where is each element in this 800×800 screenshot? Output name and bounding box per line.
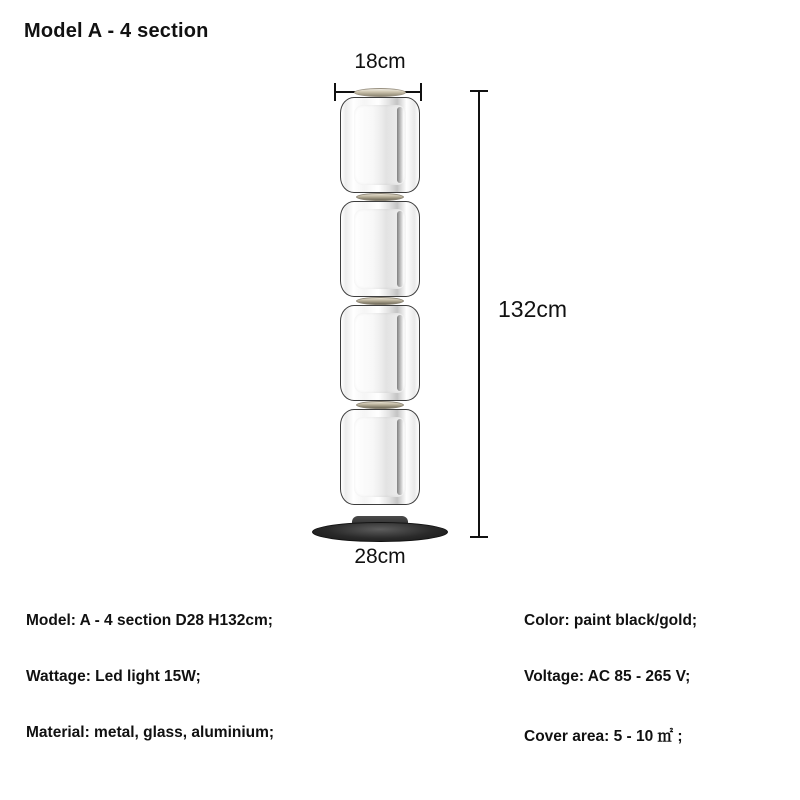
lamp-segment-2 xyxy=(340,201,420,297)
spec-material: Material: metal, glass, aluminium; xyxy=(26,724,275,741)
spec-color: Color: paint black/gold; xyxy=(524,612,698,629)
lamp-joint-3 xyxy=(356,401,404,409)
floor-lamp-illustration xyxy=(340,88,420,538)
height-dimension-label: 132cm xyxy=(498,296,568,322)
spec-row xyxy=(0,724,800,780)
lamp-joint-2 xyxy=(356,297,404,305)
page-title: Model A - 4 section xyxy=(24,20,209,42)
lamp-segment-1 xyxy=(340,97,420,193)
spec-model: Model: A - 4 section D28 H132cm; xyxy=(26,612,273,629)
spec-cover-area: Cover area: 5 - 10 ㎡ ; xyxy=(524,728,683,745)
lamp-base xyxy=(312,522,448,542)
height-dimension-tick-bottom xyxy=(470,536,488,538)
lamp-joint-1 xyxy=(356,193,404,201)
bottom-width-dimension-label: 28cm xyxy=(354,545,406,568)
specifications xyxy=(0,600,800,800)
spec-voltage: Voltage: AC 85 - 265 V; xyxy=(524,668,691,685)
height-dimension-line xyxy=(478,90,480,538)
spec-row xyxy=(0,612,800,668)
spec-wattage: Wattage: Led light 15W; xyxy=(26,668,201,685)
lamp-top-cap xyxy=(354,88,406,97)
top-width-dimension-label: 18cm xyxy=(354,50,406,73)
lamp-segment-4 xyxy=(340,409,420,505)
spec-row xyxy=(0,668,800,724)
lamp-segment-3 xyxy=(340,305,420,401)
